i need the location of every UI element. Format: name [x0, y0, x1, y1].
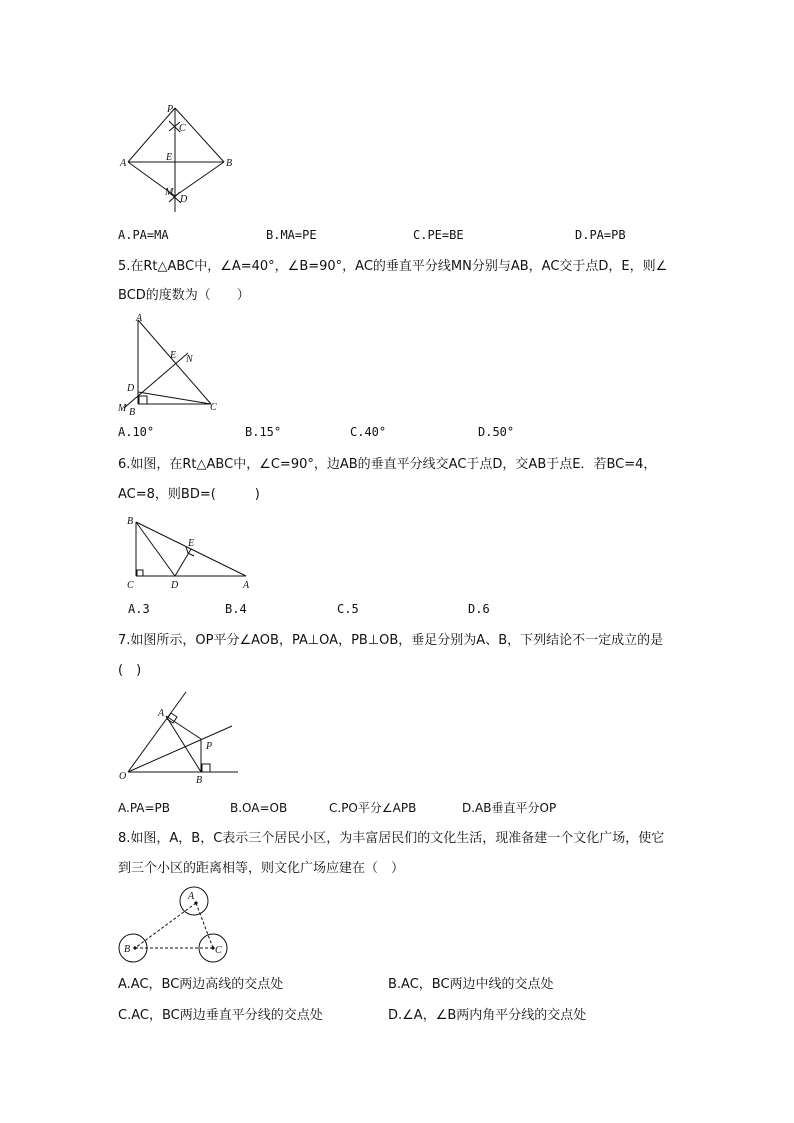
q8-stem-line2: 到三个小区的距离相等，则文化广场应建在（ ）: [118, 861, 405, 876]
q6-option-d[interactable]: D.6: [468, 602, 490, 616]
q5-stem-line1: 5.在Rt△ABC中，∠A=40°，∠B=90°，AC的垂直平分线MN分别与AB，AC交于点D，E，则∠: [118, 259, 668, 274]
q7-figure: [116, 686, 242, 788]
q4-label-D: D: [180, 194, 188, 205]
q8-option-a[interactable]: A.AC，BC两边高线的交点处: [118, 977, 284, 992]
q6-option-a[interactable]: A.3: [128, 602, 150, 616]
q6-stem-line2: AC=8，则BD=( ): [118, 487, 260, 502]
q4-label-B: B: [226, 158, 233, 169]
q6-label-B: B: [127, 516, 134, 527]
q7-stem-line2: ( ): [118, 663, 142, 678]
q8-figure: [114, 884, 234, 970]
q5-label-D: D: [127, 383, 135, 394]
q8-option-c[interactable]: C.AC，BC两边垂直平分线的交点处: [118, 1008, 323, 1023]
q6-figure: [120, 510, 260, 594]
q5-label-M: M: [118, 403, 127, 414]
q5-label-N: N: [186, 354, 193, 365]
q8-option-d[interactable]: D.∠A，∠B两内角平分线的交点处: [388, 1008, 587, 1023]
q5-label-E: E: [170, 350, 177, 361]
q5-option-b[interactable]: B.15°: [245, 425, 282, 439]
q7-option-a[interactable]: A.PA=PB: [118, 801, 171, 815]
q4-label-A: A: [120, 158, 127, 169]
q7-label-P: P: [206, 741, 213, 752]
q7-option-b[interactable]: B.OA=OB: [230, 801, 288, 815]
q5-label-A: A: [136, 313, 143, 324]
q5-figure: [116, 310, 228, 418]
q5-option-a[interactable]: A.10°: [118, 425, 155, 439]
q6-option-c[interactable]: C.5: [337, 602, 359, 616]
q5-stem-line2: BCD的度数为（ ）: [118, 288, 250, 303]
q5-option-d[interactable]: D.50°: [478, 425, 515, 439]
q7-option-d[interactable]: D.AB垂直平分OP: [462, 801, 557, 815]
q4-label-E: E: [166, 152, 173, 163]
q4-label-C: C: [179, 123, 186, 134]
q6-label-C: C: [127, 580, 134, 591]
q6-label-A: A: [243, 580, 250, 591]
q4-option-a[interactable]: A.PA=MA: [118, 228, 169, 242]
q8-stem-line1: 8.如图，A，B，C表示三个居民小区，为丰富居民们的文化生活，现准备建一个文化广场，使它: [118, 831, 665, 846]
q4-label-M: M: [165, 187, 174, 198]
q4-figure: [118, 100, 238, 216]
q6-stem-line1: 6.如图，在Rt△ABC中，∠C=90°，边AB的垂直平分线交AC于点D，交AB于点E．若BC=4，: [118, 457, 657, 472]
q5-label-C: C: [210, 402, 217, 413]
q7-label-A: A: [158, 708, 165, 719]
q4-option-d[interactable]: D.PA=PB: [575, 228, 626, 242]
q7-option-c[interactable]: C.PO平分∠APB: [329, 801, 417, 815]
q5-option-c[interactable]: C.40°: [350, 425, 387, 439]
q6-label-E: E: [188, 538, 195, 549]
q8-label-A: A: [188, 891, 195, 902]
q8-label-B: B: [124, 944, 131, 955]
q7-label-O: O: [119, 771, 127, 782]
q5-label-B: B: [129, 407, 136, 418]
q7-stem-line1: 7.如图所示，OP平分∠AOB，PA⊥OA，PB⊥OB，垂足分别为A、B，下列结论不一定成立的是: [118, 633, 664, 648]
q4-label-P: P: [167, 104, 174, 115]
q4-option-b[interactable]: B.MA=PE: [266, 228, 317, 242]
q8-option-b[interactable]: B.AC，BC两边中线的交点处: [388, 977, 554, 992]
q8-label-C: C: [215, 945, 222, 956]
q6-label-D: D: [171, 580, 179, 591]
q6-option-b[interactable]: B.4: [225, 602, 247, 616]
q7-label-B: B: [196, 775, 203, 786]
q4-option-c[interactable]: C.PE=BE: [413, 228, 464, 242]
